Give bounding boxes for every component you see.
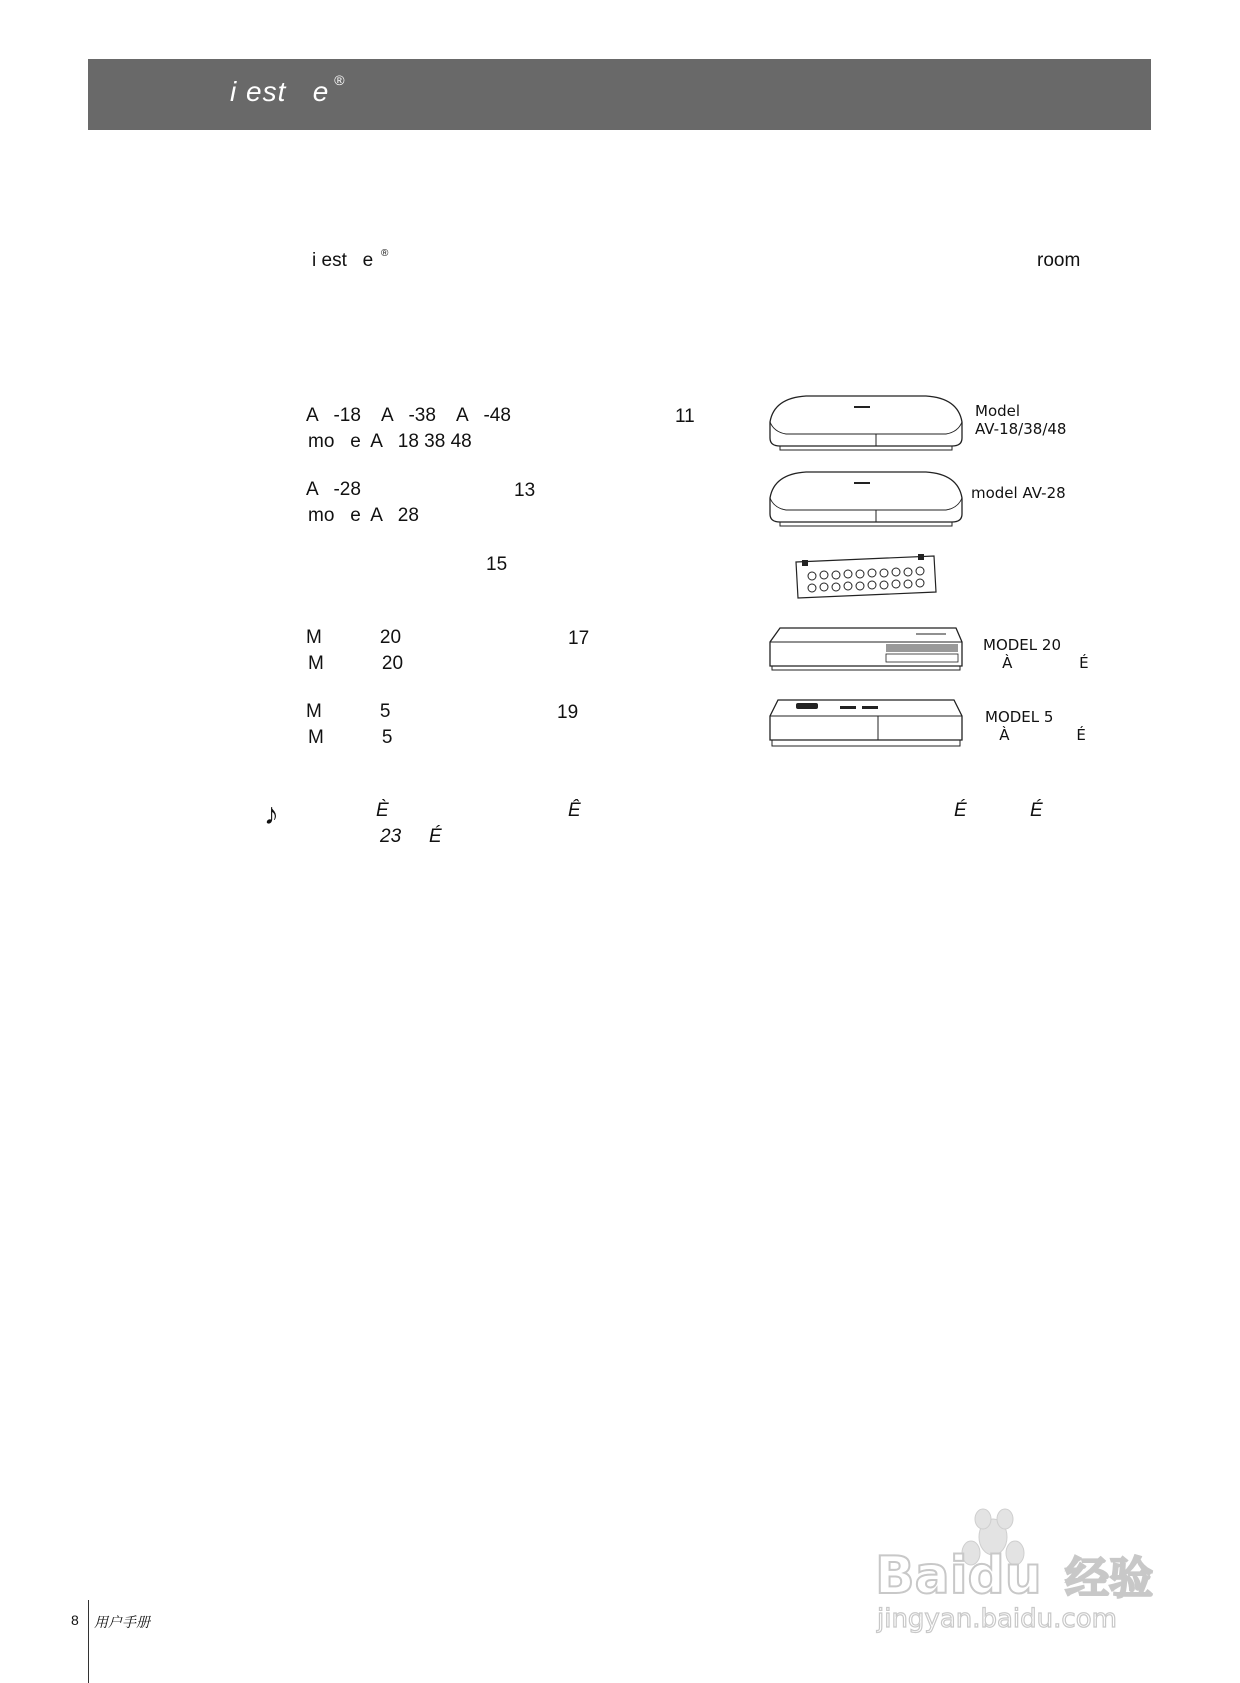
row-4-line-2: M 20 (308, 653, 404, 674)
baidu-jingyan-watermark (875, 1495, 1175, 1635)
row-2-line-2: mo e A 28 (308, 505, 419, 526)
intro-tail: room (1037, 250, 1081, 271)
row-1-line-1: A -18 A -38 A -48 (306, 405, 511, 426)
row-5-line-2: M 5 (308, 727, 393, 748)
music-note-icon: ♪ (264, 798, 279, 831)
note-line-2-b: É (429, 826, 442, 847)
note-line-2-page[interactable]: 23 (380, 826, 402, 847)
watermark-brand: Baidu (875, 1546, 1042, 1606)
caption-5-line-2: À É (985, 726, 1086, 744)
row-1-page[interactable]: 11 (675, 406, 695, 427)
row-5-page[interactable]: 19 (557, 702, 579, 723)
row-2-page[interactable]: 13 (514, 480, 536, 501)
row-2-line-1: A -28 (306, 479, 361, 500)
note-line-1-a: È (376, 800, 389, 821)
row-3-page[interactable]: 15 (486, 554, 508, 575)
note-line-1-c: É (954, 800, 967, 821)
watermark-url: jingyan.baidu.com (877, 1604, 1117, 1634)
row-5-line-1: M 5 (306, 701, 391, 722)
header-title: i est e (230, 76, 330, 107)
row-4-line-1: M 20 (306, 627, 402, 648)
row-1-line-2: mo e A 18 38 48 (308, 431, 472, 452)
footer-rule (88, 1600, 89, 1683)
footer-label: 用户手册 (94, 1614, 150, 1630)
model-5-illustration (766, 692, 966, 754)
model-20-illustration (766, 622, 966, 678)
note-line-1-b: Ê (568, 800, 581, 821)
caption-5-line-1: MODEL 5 (985, 708, 1054, 726)
connector-panel-illustration (790, 552, 940, 602)
footer-page-number: 8 (71, 1612, 79, 1628)
watermark-chinese: 经验 (1065, 1553, 1153, 1604)
note-line-1-d: É (1030, 800, 1043, 821)
caption-4-line-1: MODEL 20 (983, 636, 1061, 654)
row-4-page[interactable]: 17 (568, 628, 590, 649)
caption-2-line-1: model AV-28 (971, 484, 1066, 502)
intro-registered-mark: ® (381, 248, 389, 259)
intro-lead: i est e (312, 250, 374, 271)
header-registered-mark: ® (334, 72, 345, 88)
av28-media-center-illustration (766, 468, 966, 530)
av-media-center-illustration (766, 392, 966, 454)
caption-4-line-2: À É (983, 654, 1089, 672)
caption-1-line-2: AV-18/38/48 (975, 420, 1067, 438)
caption-1-line-1: Model (975, 402, 1021, 420)
